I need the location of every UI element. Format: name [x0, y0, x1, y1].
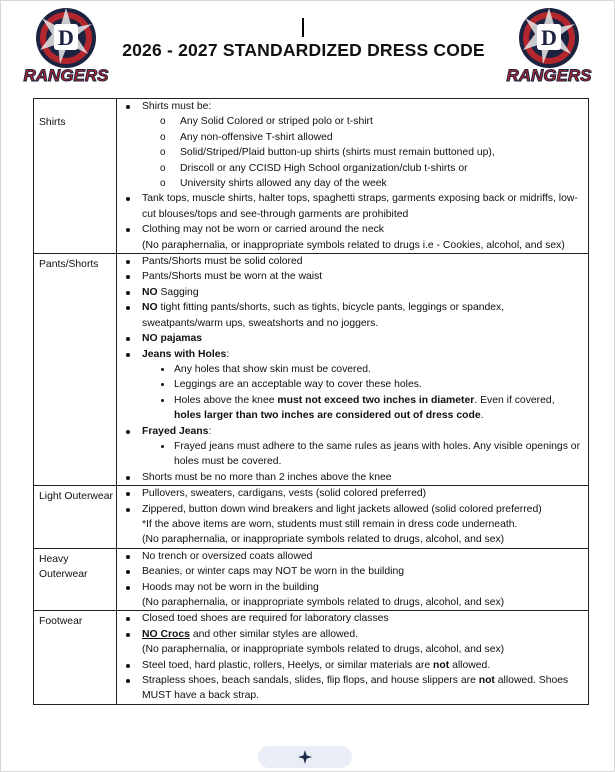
rules-cell [117, 99, 589, 254]
list-item: NO Sagging [125, 285, 582, 300]
list-item: Shirts must be: o Any Solid Colored or striped polo or t-shirt o Any non-offensive T-shirt allowed o Solid/Striped/Plaid button-up shirts (shirts must remain buttoned up), o Driscoll or any CCISD High School organization/club t-shirts or o University shirts allowed any day of the week [125, 99, 582, 191]
category-cell: Heavy Outerwear [34, 548, 117, 611]
list-item: Tank tops, muscle shirts, halter tops, spaghetti straps, garments exposing back or midriffs, low-cut blouses/tops and see-through garments are prohibited [125, 191, 582, 222]
note-text: *If the above items are worn, students must still remain in dress code underneath. [142, 518, 518, 530]
table-row [34, 254, 589, 486]
category-cell: Footwear [34, 611, 117, 704]
note-text: (No paraphernalia, or inappropriate symbols related to drugs i.e - Cookies, alcohol, and sex) [142, 239, 565, 251]
list-item: No trench or oversized coats allowed [125, 549, 582, 564]
logo-letter: D [58, 25, 74, 50]
rules-cell [117, 254, 589, 486]
list-item: NO pajamas [125, 331, 582, 346]
sub-list-item: Frayed jeans must adhere to the same rules as jeans with holes. Any visible openings or holes must be covered. [142, 439, 582, 470]
rules-cell [117, 548, 589, 611]
sub-list-item: Leggings are an acceptable way to cover these holes. [142, 377, 582, 392]
logo-letter: D [541, 25, 557, 50]
note-text: (No paraphernalia, or inappropriate symbols related to drugs, alcohol, and sex) [142, 534, 505, 546]
table-row [34, 611, 589, 704]
rules-cell [117, 486, 589, 549]
list-item: Frayed Jeans: Frayed jeans must adhere to the same rules as jeans with holes. Any visible openings or holes must be covered. [125, 424, 582, 470]
list-item: Jeans with Holes: Any holes that show skin must be covered. Leggings are an acceptable way to cover these holes. Holes above the knee must not exceed two inches in diameter. Even if covered, holes larger than two inches are considered out of dress code. [125, 347, 582, 424]
note-text: (No paraphernalia, or inappropriate symbols related to drugs, alcohol, and sex) [142, 597, 505, 608]
sub-list-item: o University shirts allowed any day of the week [142, 176, 582, 191]
list-item: Pullovers, sweaters, cardigans, vests (solid colored preferred) [125, 486, 582, 501]
text-cursor [302, 18, 304, 37]
sub-list-item: o Any non-offensive T-shirt allowed [142, 130, 582, 145]
list-item: Pants/Shorts must be solid colored [125, 254, 582, 269]
list-item: Steel toed, hard plastic, rollers, Heelys, or similar materials are not allowed. [125, 658, 582, 673]
table-row [34, 548, 589, 611]
category-cell: Shirts [34, 99, 117, 254]
logo-text: RANGERS [506, 66, 592, 85]
list-item: NO Crocs and other similar styles are allowed. [125, 627, 582, 642]
list-item: Hoods may not be worn in the building [125, 580, 582, 595]
dress-code-table [33, 98, 589, 705]
page-title: 2026 - 2027 STANDARDIZED DRESS CODE [122, 40, 485, 60]
sparkle-icon [298, 750, 312, 764]
list-item: Zippered, button down wind breakers and light jackets allowed (solid colored preferred) [125, 502, 582, 517]
list-item: NO tight fitting pants/shorts, such as tights, bicycle pants, leggings or spandex, sweatpants/warm ups, sweatshorts and no joggers. [125, 300, 582, 331]
list-item: Clothing may not be worn or carried around the neck [125, 222, 582, 237]
rules-cell [117, 611, 589, 704]
table-row [34, 99, 589, 254]
category-cell: Pants/Shorts [34, 254, 117, 486]
note-text: (No paraphernalia, or inappropriate symbols related to drugs, alcohol, and sex) [142, 644, 505, 656]
logo-text: RANGERS [23, 66, 109, 85]
table-row [34, 486, 589, 549]
ai-assist-button[interactable] [258, 746, 352, 768]
sub-list-item: o Solid/Striped/Plaid button-up shirts (shirts must remain buttoned up), [142, 145, 582, 160]
list-item: Closed toed shoes are required for laboratory classes [125, 611, 582, 626]
sub-list-item: o Driscoll or any CCISD High School organization/club t-shirts or [142, 161, 582, 176]
sub-list-item: Any holes that show skin must be covered. [142, 362, 582, 377]
list-item: Shorts must be no more than 2 inches above the knee [125, 470, 582, 485]
list-item: Strapless shoes, beach sandals, slides, flip flops, and house slippers are not allowed. Shoes MUST have a back strap. [125, 673, 582, 704]
category-cell: Light Outerwear [34, 486, 117, 549]
list-item: Beanies, or winter caps may NOT be worn in the building [125, 564, 582, 579]
sub-list-item: Holes above the knee must not exceed two inches in diameter. Even if covered, holes larger than two inches are considered out of dress code. [142, 393, 582, 424]
list-item: Pants/Shorts must be worn at the waist [125, 269, 582, 284]
sub-list-item: o Any Solid Colored or striped polo or t-shirt [142, 114, 582, 129]
